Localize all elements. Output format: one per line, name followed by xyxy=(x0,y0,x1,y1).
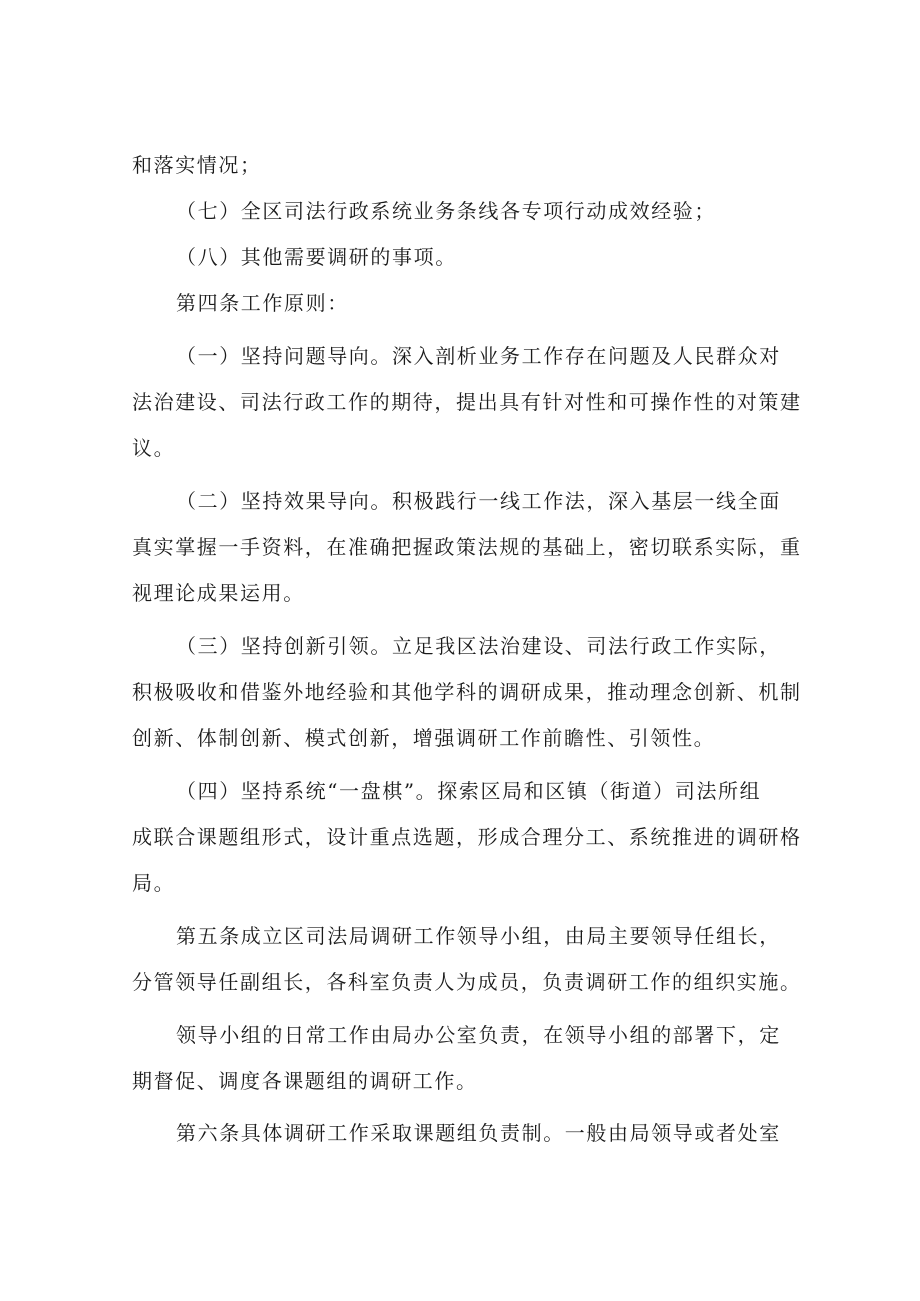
text-line-20: 期督促、调度各课题组的调研工作。 xyxy=(132,1069,478,1093)
text-line-7: 议。 xyxy=(132,436,176,460)
text-line-13: 创新、体制创新、模式创新，增强调研工作前瞻性、引领性。 xyxy=(132,726,716,750)
text-line-15: 成联合课题组形式，设计重点选题，形成合理分工、系统推进的调研格 xyxy=(132,825,802,849)
text-line-10: 视理论成果运用。 xyxy=(132,581,305,605)
text-line-6: 法治建设、司法行政工作的期待，提出具有针对性和可操作性的对策建 xyxy=(132,390,802,414)
text-line-18: 分管领导任副组长，各科室负责人为成员，负责调研工作的组织实施。 xyxy=(132,970,802,994)
text-line-5: （一）坚持问题导向。深入剖析业务工作存在问题及人民群众对 xyxy=(176,344,781,368)
text-line-19: 领导小组的日常工作由局办公室负责，在领导小组的部署下，定 xyxy=(176,1023,781,1047)
section-heading-article-6: 第六条具体调研工作采取课题组负责制。一般由局领导或者处室 xyxy=(176,1121,781,1145)
section-heading-article-5: 第五条成立区司法局调研工作领导小组，由局主要领导任组长， xyxy=(176,924,781,948)
text-line-14: （四）坚持系统“一盘棋”。探索区局和区镇（街道）司法所组 xyxy=(176,779,762,803)
text-line-12: 积极吸收和借鉴外地经验和其他学科的调研成果，推动理念创新、机制 xyxy=(132,680,802,704)
text-line-8: （二）坚持效果导向。积极践行一线工作法，深入基层一线全面 xyxy=(176,489,781,513)
section-heading-article-4: 第四条工作原则： xyxy=(176,291,349,315)
text-line-2: （七）全区司法行政系统业务条线各专项行动成效经验； xyxy=(176,199,716,223)
text-line-9: 真实掌握一手资料，在准确把握政策法规的基础上，密切联系实际，重 xyxy=(132,535,802,559)
text-line-1: 和落实情况； xyxy=(132,153,262,177)
text-line-3: （八）其他需要调研的事项。 xyxy=(176,245,457,269)
text-line-11: （三）坚持创新引领。立足我区法治建设、司法行政工作实际， xyxy=(176,634,781,658)
text-line-16: 局。 xyxy=(132,871,176,895)
